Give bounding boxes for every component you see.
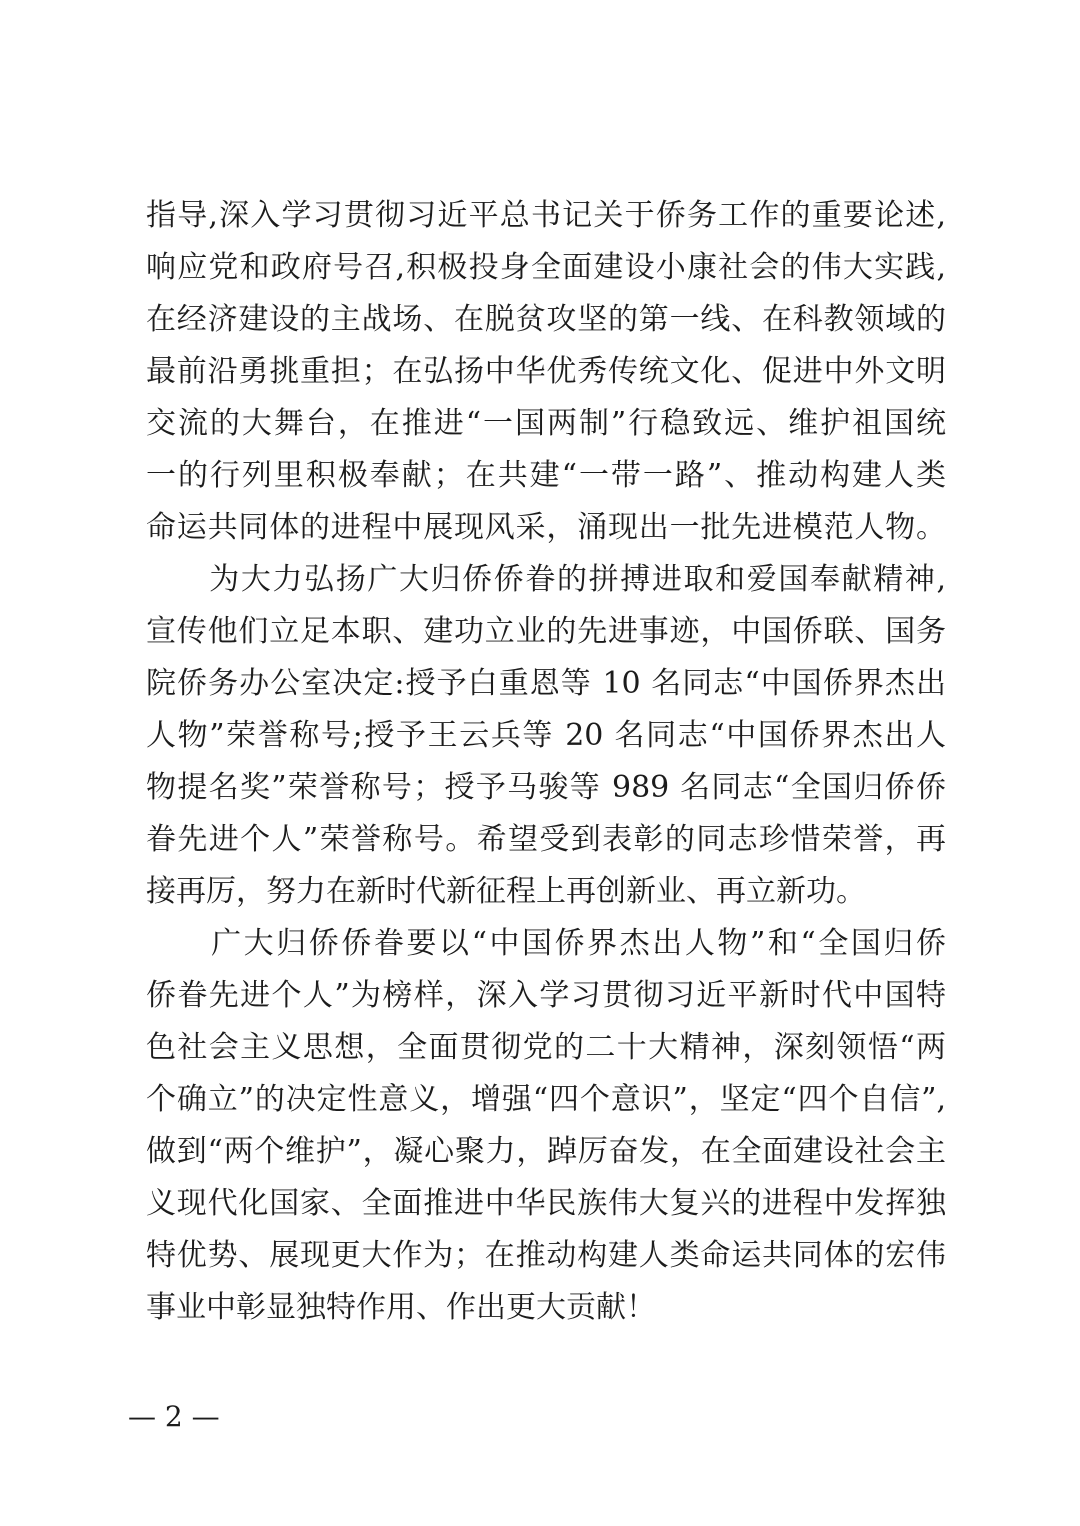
text-line: 广大归侨侨眷要以“中国侨界杰出人物”和“全国归侨 (146, 926, 946, 961)
paragraph-2 (146, 554, 946, 918)
text-line: 人物”荣誉称号;授予王云兵等 20 名同志“中国侨界杰出人 (146, 718, 946, 753)
text-line: 院侨务办公室决定:授予白重恩等 10 名同志“中国侨界杰出 (146, 666, 946, 701)
text-line: 眷先进个人”荣誉称号。希望受到表彰的同志珍惜荣誉，再 (146, 822, 946, 857)
text-line: 在经济建设的主战场、在脱贫攻坚的第一线、在科教领域的 (146, 302, 946, 337)
text-line: 宣传他们立足本职、建功立业的先进事迹，中国侨联、国务 (146, 614, 946, 649)
paragraph-3 (146, 918, 946, 1334)
text-line: 事业中彰显独特作用、作出更大贡献！ (146, 1290, 656, 1325)
text-line: 为大力弘扬广大归侨侨眷的拼搏进取和爱国奉献精神, (146, 562, 946, 597)
text-line: 义现代化国家、全面推进中华民族伟大复兴的进程中发挥独 (146, 1186, 946, 1221)
text-line: 最前沿勇挑重担；在弘扬中华优秀传统文化、促进中外文明 (146, 354, 946, 389)
text-line: 交流的大舞台，在推进“一国两制”行稳致远、维护祖国统 (146, 406, 946, 441)
text-line: 特优势、展现更大作为；在推动构建人类命运共同体的宏伟 (146, 1238, 946, 1273)
text-line: 个确立”的决定性意义，增强“四个意识”，坚定“四个自信”, (146, 1082, 946, 1117)
text-line: 命运共同体的进程中展现风采，涌现出一批先进模范人物。 (146, 510, 946, 545)
paragraph-1 (146, 190, 946, 554)
text-line: 侨眷先进个人”为榜样，深入学习贯彻习近平新时代中国特 (146, 978, 946, 1013)
text-line: 指导,深入学习贯彻习近平总书记关于侨务工作的重要论述, (146, 198, 946, 233)
text-line: 响应党和政府号召,积极投身全面建设小康社会的伟大实践, (146, 250, 946, 285)
document-body (146, 190, 946, 1334)
text-line: 色社会主义思想，全面贯彻党的二十大精神，深刻领悟“两 (146, 1030, 946, 1065)
text-line: 物提名奖”荣誉称号；授予马骏等 989 名同志“全国归侨侨 (146, 770, 946, 805)
text-line: 一的行列里积极奉献；在共建“一带一路”、推动构建人类 (146, 458, 946, 493)
text-line: 做到“两个维护”，凝心聚力，踔厉奋发，在全面建设社会主 (146, 1134, 946, 1169)
text-line: 接再厉，努力在新时代新征程上再创新业、再立新功。 (146, 874, 866, 909)
page-number: — 2 — (128, 1400, 220, 1433)
